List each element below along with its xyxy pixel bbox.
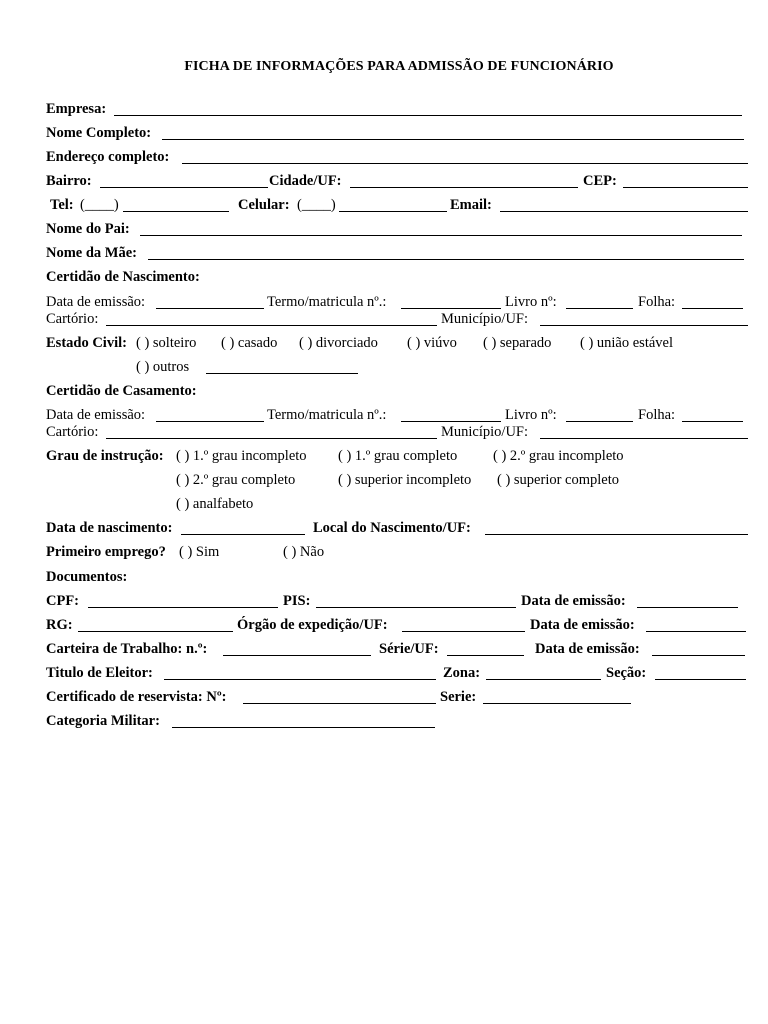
label-cep: CEP: bbox=[583, 173, 617, 189]
label-cas-termo: Termo/matricula nº.: bbox=[267, 407, 387, 423]
celular-ddd[interactable]: (____) bbox=[297, 197, 336, 213]
option-viuvo[interactable]: ( ) viúvo bbox=[407, 335, 457, 351]
option-outros[interactable]: ( ) outros bbox=[136, 359, 190, 375]
field-categoria-militar[interactable] bbox=[172, 727, 435, 728]
field-cpf-data-emissao[interactable] bbox=[637, 607, 738, 608]
option-sim[interactable]: ( ) Sim bbox=[179, 544, 220, 560]
label-empresa: Empresa: bbox=[46, 101, 107, 117]
row-grau-2 bbox=[46, 471, 750, 489]
label-cas-data-emissao: Data de emissão: bbox=[46, 407, 146, 423]
row-reservista bbox=[46, 688, 750, 706]
form-title: FICHA DE INFORMAÇÕES PARA ADMISSÃO DE FUNCIONÁRIO bbox=[184, 59, 614, 74]
field-empresa[interactable] bbox=[114, 115, 742, 116]
field-local-nascimento[interactable] bbox=[485, 534, 748, 535]
label-nasc-livro: Livro nº: bbox=[505, 294, 557, 310]
label-zona: Zona: bbox=[443, 665, 481, 681]
field-reservista[interactable] bbox=[243, 703, 436, 704]
label-cpf: CPF: bbox=[46, 593, 80, 609]
field-zona[interactable] bbox=[486, 679, 601, 680]
label-nome-completo: Nome Completo: bbox=[46, 125, 152, 141]
row-cpf bbox=[46, 592, 750, 610]
field-cas-livro[interactable] bbox=[566, 421, 633, 422]
row-contato bbox=[46, 196, 750, 214]
option-nao[interactable]: ( ) Não bbox=[283, 544, 325, 560]
row-titulo bbox=[46, 664, 750, 682]
field-cidade-uf[interactable] bbox=[350, 187, 578, 188]
field-cas-termo[interactable] bbox=[401, 421, 501, 422]
label-primeiro-emprego: Primeiro emprego? bbox=[46, 544, 166, 560]
label-nasc-municipio: Município/UF: bbox=[441, 311, 529, 327]
label-ctps: Carteira de Trabalho: n.º: bbox=[46, 641, 208, 657]
label-bairro: Bairro: bbox=[46, 173, 92, 189]
label-nasc-data-emissao: Data de emissão: bbox=[46, 294, 146, 310]
field-nasc-municipio[interactable] bbox=[540, 325, 748, 326]
field-celular[interactable] bbox=[339, 211, 447, 212]
label-serie-uf: Série/UF: bbox=[379, 641, 439, 657]
row-bairro bbox=[46, 172, 750, 190]
field-orgao[interactable] bbox=[402, 631, 525, 632]
option-2grau-completo[interactable]: ( ) 2.º grau completo bbox=[176, 472, 296, 488]
row-nasc-cartorio bbox=[46, 310, 750, 328]
label-nome-mae: Nome da Mãe: bbox=[46, 245, 138, 261]
field-nasc-livro[interactable] bbox=[566, 308, 633, 309]
field-tel[interactable] bbox=[123, 211, 229, 212]
certidao-nascimento-title: Certidão de Nascimento: bbox=[46, 269, 200, 285]
option-superior-completo[interactable]: ( ) superior completo bbox=[497, 472, 620, 488]
field-nome-completo[interactable] bbox=[162, 139, 744, 140]
label-nasc-folha: Folha: bbox=[638, 294, 676, 310]
option-analfabeto[interactable]: ( ) analfabeto bbox=[176, 496, 254, 512]
label-email: Email: bbox=[450, 197, 492, 213]
field-pis[interactable] bbox=[316, 607, 516, 608]
label-local-nascimento: Local do Nascimento/UF: bbox=[313, 520, 471, 536]
field-ctps[interactable] bbox=[223, 655, 371, 656]
field-outros[interactable] bbox=[206, 373, 358, 374]
field-cas-municipio[interactable] bbox=[540, 438, 748, 439]
row-rg bbox=[46, 616, 750, 634]
option-solteiro[interactable]: ( ) solteiro bbox=[136, 335, 197, 351]
label-secao: Seção: bbox=[606, 665, 647, 681]
label-pis: PIS: bbox=[283, 593, 311, 609]
option-2grau-incompleto[interactable]: ( ) 2.º grau incompleto bbox=[493, 448, 624, 464]
row-estado-civil-outros bbox=[46, 358, 750, 376]
label-data-nascimento: Data de nascimento: bbox=[46, 520, 173, 536]
label-nome-pai: Nome do Pai: bbox=[46, 221, 130, 237]
label-cidade-uf: Cidade/UF: bbox=[269, 173, 342, 189]
row-ctps bbox=[46, 640, 750, 658]
label-endereco: Endereço completo: bbox=[46, 149, 170, 165]
label-reservista: Certificado de reservista: Nº: bbox=[46, 689, 227, 705]
field-serie[interactable] bbox=[483, 703, 631, 704]
field-nasc-folha[interactable] bbox=[682, 308, 743, 309]
field-bairro[interactable] bbox=[100, 187, 268, 188]
row-cas-data bbox=[46, 406, 750, 424]
field-nasc-termo[interactable] bbox=[401, 308, 501, 309]
label-grau-instrucao: Grau de instrução: bbox=[46, 448, 164, 464]
field-data-nascimento[interactable] bbox=[181, 534, 305, 535]
field-nome-mae[interactable] bbox=[148, 259, 744, 260]
tel-ddd[interactable]: (____) bbox=[80, 197, 119, 213]
field-secao[interactable] bbox=[655, 679, 746, 680]
label-ctps-data-emissao: Data de emissão: bbox=[535, 641, 640, 657]
row-grau-1 bbox=[46, 447, 750, 465]
row-primeiro-emprego bbox=[46, 543, 750, 561]
label-categoria-militar: Categoria Militar: bbox=[46, 713, 160, 729]
label-tel: Tel: bbox=[50, 197, 74, 213]
label-cas-cartorio: Cartório: bbox=[46, 424, 99, 440]
field-cas-cartorio[interactable] bbox=[106, 438, 437, 439]
field-cpf[interactable] bbox=[88, 607, 278, 608]
row-estado-civil bbox=[46, 334, 750, 352]
row-grau-3 bbox=[46, 495, 750, 513]
field-ctps-data-emissao[interactable] bbox=[652, 655, 745, 656]
option-1grau-completo[interactable]: ( ) 1.º grau completo bbox=[338, 448, 458, 464]
field-rg[interactable] bbox=[78, 631, 233, 632]
label-rg: RG: bbox=[46, 617, 73, 633]
option-separado[interactable]: ( ) separado bbox=[483, 335, 552, 351]
label-titulo: Titulo de Eleitor: bbox=[46, 665, 153, 681]
option-casado[interactable]: ( ) casado bbox=[221, 335, 278, 351]
label-serie: Serie: bbox=[440, 689, 477, 705]
label-cas-municipio: Município/UF: bbox=[441, 424, 529, 440]
label-rg-data-emissao: Data de emissão: bbox=[530, 617, 635, 633]
label-cas-livro: Livro nº: bbox=[505, 407, 557, 423]
row-nascimento bbox=[46, 519, 750, 537]
row-nasc-data bbox=[46, 293, 750, 311]
field-cas-folha[interactable] bbox=[682, 421, 743, 422]
row-categoria-militar bbox=[46, 712, 750, 730]
field-endereco[interactable] bbox=[182, 163, 748, 164]
option-uniao-estavel[interactable]: ( ) união estável bbox=[580, 335, 674, 351]
certidao-casamento-title: Certidão de Casamento: bbox=[46, 383, 197, 399]
label-celular: Celular: bbox=[238, 197, 290, 213]
label-estado-civil: Estado Civil: bbox=[46, 335, 127, 351]
field-titulo[interactable] bbox=[164, 679, 436, 680]
label-cas-folha: Folha: bbox=[638, 407, 676, 423]
option-1grau-incompleto[interactable]: ( ) 1.º grau incompleto bbox=[176, 448, 307, 464]
field-nasc-cartorio[interactable] bbox=[106, 325, 437, 326]
field-email[interactable] bbox=[500, 211, 748, 212]
field-rg-data-emissao[interactable] bbox=[646, 631, 746, 632]
label-cpf-data-emissao: Data de emissão: bbox=[521, 593, 626, 609]
label-orgao: Órgão de expedição/UF: bbox=[237, 617, 388, 633]
label-nasc-cartorio: Cartório: bbox=[46, 311, 99, 327]
field-serie-uf[interactable] bbox=[447, 655, 524, 656]
field-cep[interactable] bbox=[623, 187, 748, 188]
label-nasc-termo: Termo/matricula nº.: bbox=[267, 294, 387, 310]
option-superior-incompleto[interactable]: ( ) superior incompleto bbox=[338, 472, 472, 488]
field-cas-data-emissao[interactable] bbox=[156, 421, 264, 422]
row-cas-cartorio bbox=[46, 423, 750, 441]
field-nasc-data-emissao[interactable] bbox=[156, 308, 264, 309]
field-nome-pai[interactable] bbox=[140, 235, 742, 236]
option-divorciado[interactable]: ( ) divorciado bbox=[299, 335, 378, 351]
documentos-title: Documentos: bbox=[46, 569, 128, 585]
